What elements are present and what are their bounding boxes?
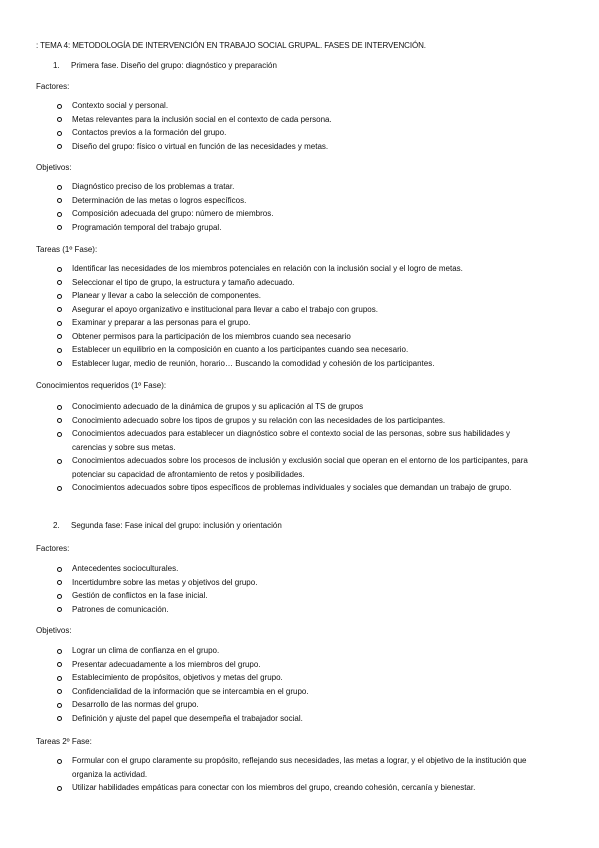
phase-1-title: Primera fase. Diseño del grupo: diagnóstico y preparación <box>71 61 277 70</box>
phase-2-factores-heading: Factores: <box>36 544 70 553</box>
list-item: Conocimientos adecuados para establecer un diagnóstico sobre el contexto social de las personas, sobre sus habilidades y carencias y sobre sus metas. <box>0 427 599 454</box>
list-item: Establecer un equilibrio en la composición en cuanto a los participantes cuando sea necesario. <box>0 343 599 357</box>
list-item: Conocimiento adecuado de la dinámica de grupos y su aplicación al TS de grupos <box>0 400 599 414</box>
phase-2-number: 2. <box>53 521 60 530</box>
phase-2-objetivos-list <box>0 644 599 725</box>
list-item: Contactos previos a la formación del grupo. <box>0 126 599 140</box>
list-item: Examinar y preparar a las personas para el grupo. <box>0 316 599 330</box>
list-item: Diagnóstico preciso de los problemas a tratar. <box>0 180 599 194</box>
list-item: Obtener permisos para la participación de los miembros cuando sea necesario <box>0 330 599 344</box>
list-item: Gestión de conflictos en la fase inicial. <box>0 589 599 603</box>
list-item: Determinación de las metas o logros específicos. <box>0 194 599 208</box>
list-item: Identificar las necesidades de los miembros potenciales en relación con la inclusión social y el logro de metas. <box>0 262 599 276</box>
phase-1-factores-list <box>0 99 599 153</box>
list-item: Planear y llevar a cabo la selección de componentes. <box>0 289 599 303</box>
list-item: Conocimiento adecuado sobre los tipos de grupos y su relación con las necesidades de los participantes. <box>0 414 599 428</box>
phase-1-factores-heading: Factores: <box>36 82 70 91</box>
phase-2-heading <box>53 519 282 533</box>
list-item: Establecer lugar, medio de reunión, horario… Buscando la comodidad y cohesión de los participantes. <box>0 357 599 371</box>
list-item: Incertidumbre sobre las metas y objetivos del grupo. <box>0 576 599 590</box>
list-item: Definición y ajuste del papel que desempeña el trabajador social. <box>0 712 599 726</box>
list-item: Contexto social y personal. <box>0 99 599 113</box>
phase-2-tareas-heading: Tareas 2º Fase: <box>36 737 92 746</box>
list-item: Utilizar habilidades empáticas para conectar con los miembros del grupo, creando cohesión, cercanía y bienestar. <box>0 781 599 795</box>
list-item: Conocimientos adecuados sobre los procesos de inclusión y exclusión social que operan en el entorno de los participantes, para potenciar su capacidad de afrontamiento de retos y posibilidades. <box>0 454 599 481</box>
phase-1-objetivos-list <box>0 180 599 234</box>
phase-1-tareas-list <box>0 262 599 370</box>
phase-2-objetivos-heading: Objetivos: <box>36 626 72 635</box>
phase-2-factores-list <box>0 562 599 616</box>
phase-2-tareas-list <box>0 754 599 795</box>
list-item: Antecedentes socioculturales. <box>0 562 599 576</box>
phase-1-conocimientos-list <box>0 400 599 495</box>
list-item: Metas relevantes para la inclusión social en el contexto de cada persona. <box>0 113 599 127</box>
list-item: Confidencialidad de la información que se intercambia en el grupo. <box>0 685 599 699</box>
list-item: Diseño del grupo: físico o virtual en función de las necesidades y metas. <box>0 140 599 154</box>
list-item: Programación temporal del trabajo grupal. <box>0 221 599 235</box>
phase-1-number: 1. <box>53 61 60 70</box>
list-item: Asegurar el apoyo organizativo e institucional para llevar a cabo el trabajo con grupos. <box>0 303 599 317</box>
list-item: Composición adecuada del grupo: número de miembros. <box>0 207 599 221</box>
list-item: Conocimientos adecuados sobre tipos específicos de problemas individuales y sociales que demandan un trabajo de grupo. <box>0 481 599 495</box>
phase-1-tareas-heading: Tareas (1º Fase): <box>36 245 98 254</box>
list-item: Desarrollo de las normas del grupo. <box>0 698 599 712</box>
phase-1-heading <box>53 59 277 73</box>
list-item: Presentar adecuadamente a los miembros del grupo. <box>0 658 599 672</box>
phase-1-conocimientos-heading: Conocimientos requeridos (1º Fase): <box>36 381 167 390</box>
phase-2-title: Segunda fase: Fase inical del grupo: inclusión y orientación <box>71 521 282 530</box>
phase-1-objetivos-heading: Objetivos: <box>36 163 72 172</box>
list-item: Establecimiento de propósitos, objetivos y metas del grupo. <box>0 671 599 685</box>
list-item: Formular con el grupo claramente su propósito, reflejando sus necesidades, las metas a lograr, y el objetivo de la institución que organiza la actividad. <box>0 754 599 781</box>
document-title: : TEMA 4: METODOLOGÍA DE INTERVENCIÓN EN TRABAJO SOCIAL GRUPAL. FASES DE INTERVENCIÓN. <box>36 41 426 50</box>
list-item: Seleccionar el tipo de grupo, la estructura y tamaño adecuado. <box>0 276 599 290</box>
list-item: Patrones de comunicación. <box>0 603 599 617</box>
list-item: Lograr un clima de confianza en el grupo. <box>0 644 599 658</box>
